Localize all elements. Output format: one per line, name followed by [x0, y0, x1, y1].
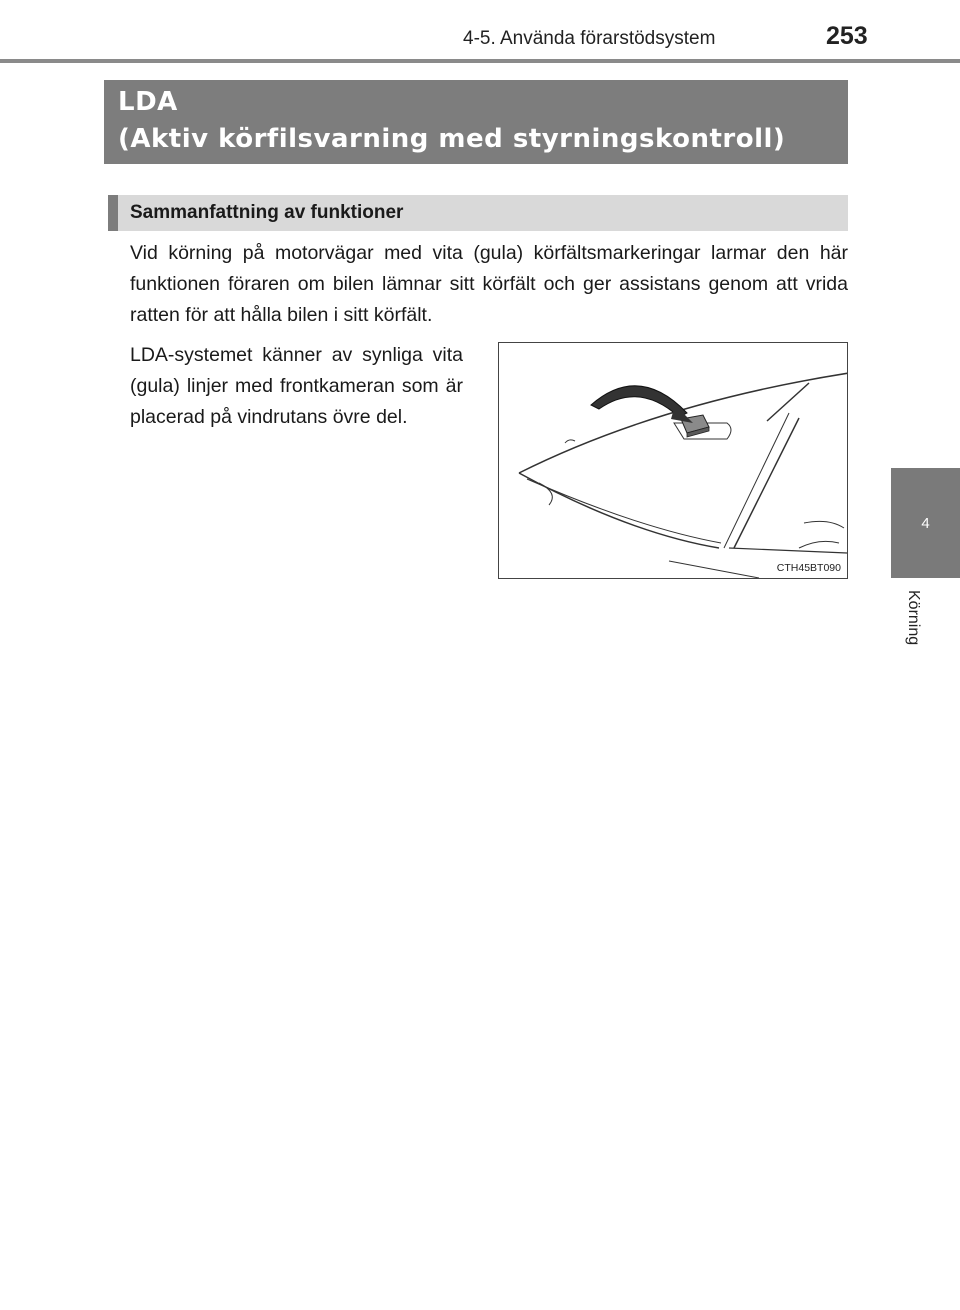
header-rule: [0, 59, 960, 63]
chapter-label: Körning: [905, 590, 922, 646]
figure-code: CTH45BT090: [776, 562, 841, 574]
chapter-number: 4: [921, 514, 930, 532]
running-header-section: 4-5. Använda förarstödsystem: [463, 28, 716, 49]
intro-paragraph: Vid körning på motorvägar med vita (gula) körfältsmarkeringar larmar den här funktionen föraren om bilen lämnar sitt körfält och ger assistans genom att vrida ratten för att hålla bilen i sitt körfält.: [130, 242, 848, 326]
chapter-tab: [891, 468, 960, 578]
section-title-line2: (Aktiv körfilsvarning med styrningskontroll): [118, 124, 786, 154]
subheading: Sammanfattning av funktioner: [108, 195, 848, 231]
windshield-camera-figure: [498, 342, 848, 579]
section-title-line1: LDA: [118, 87, 178, 117]
page-number: 253: [826, 22, 868, 50]
windshield-camera-icon: [499, 343, 847, 578]
section-title: [104, 80, 848, 164]
camera-paragraph: LDA-systemet känner av synliga vita (gula) linjer med frontkameran som är placerad på vindrutans övre del.: [130, 344, 463, 428]
